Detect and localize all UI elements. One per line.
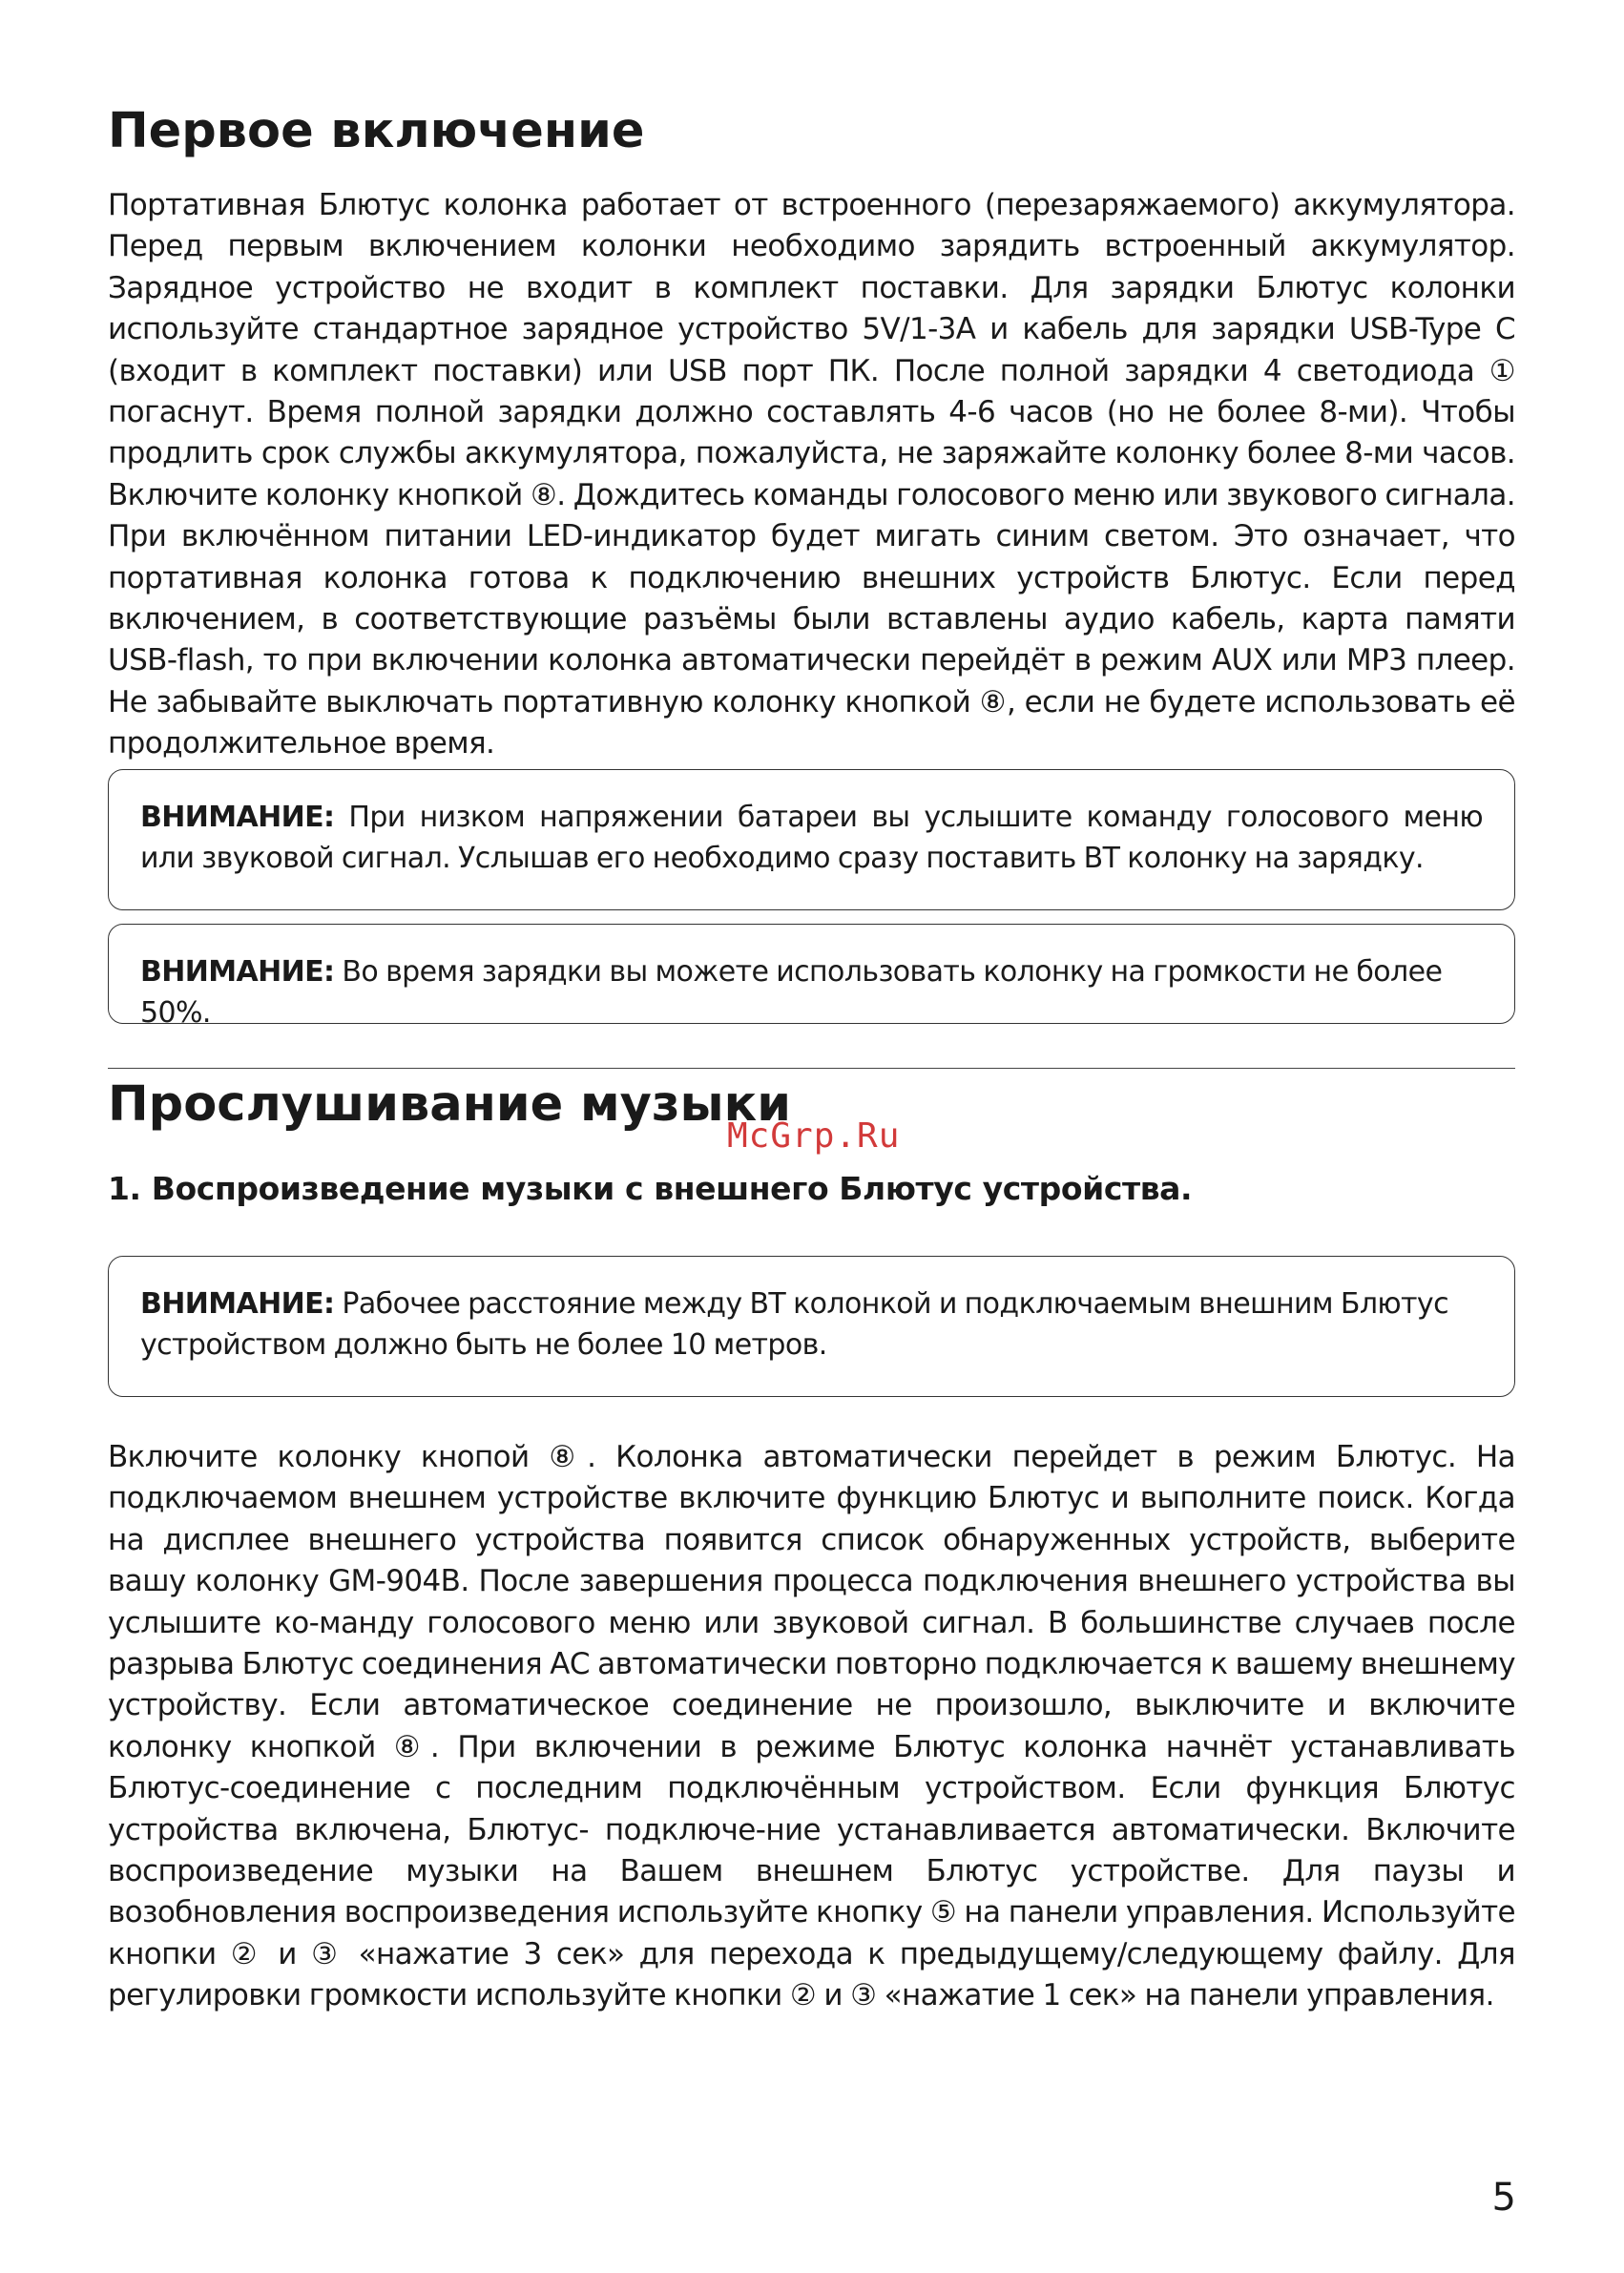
subheading-bt-playback: 1. Воспроизведение музыки с внешнего Блютус устройства. bbox=[108, 1170, 1193, 1207]
section-music-playback-body bbox=[108, 1437, 1515, 2017]
notice-low-battery bbox=[108, 769, 1515, 910]
notice-body: Во время зарядки вы можете использовать колонку на громкости не более 50%. bbox=[140, 955, 1443, 1030]
section-title-music-playback: Прослушивание музыки bbox=[108, 1076, 791, 1133]
section-title-first-power-on: Первое включение bbox=[108, 103, 645, 159]
notice-body: Рабочее расстояние между BT колонкой и подключаемым внешним Блютус устройством должно быть не более 10 метров. bbox=[140, 1287, 1448, 1362]
subsection-bt-playback bbox=[108, 1170, 1515, 1208]
notice-label: ВНИМАНИЕ: bbox=[140, 1287, 335, 1321]
notice-body: При низком напряжении батареи вы услышите команду голосового меню или звуковой сигнал. Услышав его необходимо сразу поставить BT колонку на зарядку. bbox=[140, 801, 1483, 875]
section-first-power-on-body bbox=[108, 185, 1515, 765]
page-number: 5 bbox=[1491, 2176, 1516, 2220]
notice-operating-distance bbox=[108, 1256, 1515, 1397]
section-first-power-on bbox=[108, 103, 1515, 160]
notice-operating-distance-text bbox=[140, 1283, 1483, 1366]
paragraph-bt-playback: Включите колонку кнопой ⑧. Колонка автоматически перейдет в режим Блютус. На подключаемом внешнем устройстве включите функцию Блютус и выполните поиск. Когда на дисплее внешнего устройства появится список обнаруженных устройств, выберите вашу колонку GM-904B. После завершения процесса подключения внешнего устройства вы услышите ко-манду голосового меню или звуковой сигнал. В большинстве случаев после разрыва Блютус соединения АС автоматически повторно подключается к вашему внешнему устройству. Если автоматическое соединение не произошло, выключите и включите колонку кнопкой ⑧. При включении в режиме Блютус колонка начнёт устанавливать Блютус-соединение с последним подключённым устройством. Если функция Блютус устройства включена, Блютус- подключе-ние устанавливается автоматически. Включите воспроизведение музыки на Вашем внешнем Блютус устройстве. Для паузы и возобновления воспроизведения используйте кнопку ⑤ на панели управления. Используйте кнопки ② и ③ «нажатие 3 сек» для перехода к предыдущему/следующему файлу. Для регулировки громкости используйте кнопки ② и ③ «нажатие 1 сек» на панели управления. bbox=[108, 1440, 1515, 2013]
notice-label: ВНИМАНИЕ: bbox=[140, 955, 335, 989]
watermark: McGrp.Ru bbox=[727, 1116, 901, 1156]
notice-label: ВНИМАНИЕ: bbox=[140, 801, 335, 834]
paragraph-first-power-on: Портативная Блютус колонка работает от встроенного (перезаряжаемого) аккумулятора. Перед первым включением колонки необходимо зарядить встроенный аккумулятор. Зарядное устройство не входит в комплект поставки. Для зарядки Блютус колонки используйте стандартное зарядное устройство 5V/1-3A и кабель для зарядки USB-Type C (входит в комплект поставки) или USB порт ПК. После полной зарядки 4 светодиода ① погаснут. Время полной зарядки должно составлять 4-6 часов (но не более 8-ми). Чтобы продлить срок службы аккумулятора, пожалуйста, не заряжайте колонку более 8-ми часов. Включите колонку кнопкой ⑧. Дождитесь команды голосового меню или звукового сигнала. При включённом питании LED-индикатор будет мигать синим светом. Это означает, что портативная колонка готова к подключению внешних устройств Блютус. Если перед включением, в соответствующие разъёмы были вставлены аудио кабель, карта памяти USB-flash, то при включении колонка автоматически перейдёт в режим AUX или MP3 плеер. Не забывайте выключать портативную колонку кнопкой ⑧, если не будете использовать её продолжительное время. bbox=[108, 188, 1515, 761]
section-divider bbox=[108, 1068, 1515, 1069]
notice-low-battery-text bbox=[140, 797, 1483, 879]
notice-charging-volume-text bbox=[140, 951, 1483, 1033]
notice-charging-volume bbox=[108, 924, 1515, 1030]
